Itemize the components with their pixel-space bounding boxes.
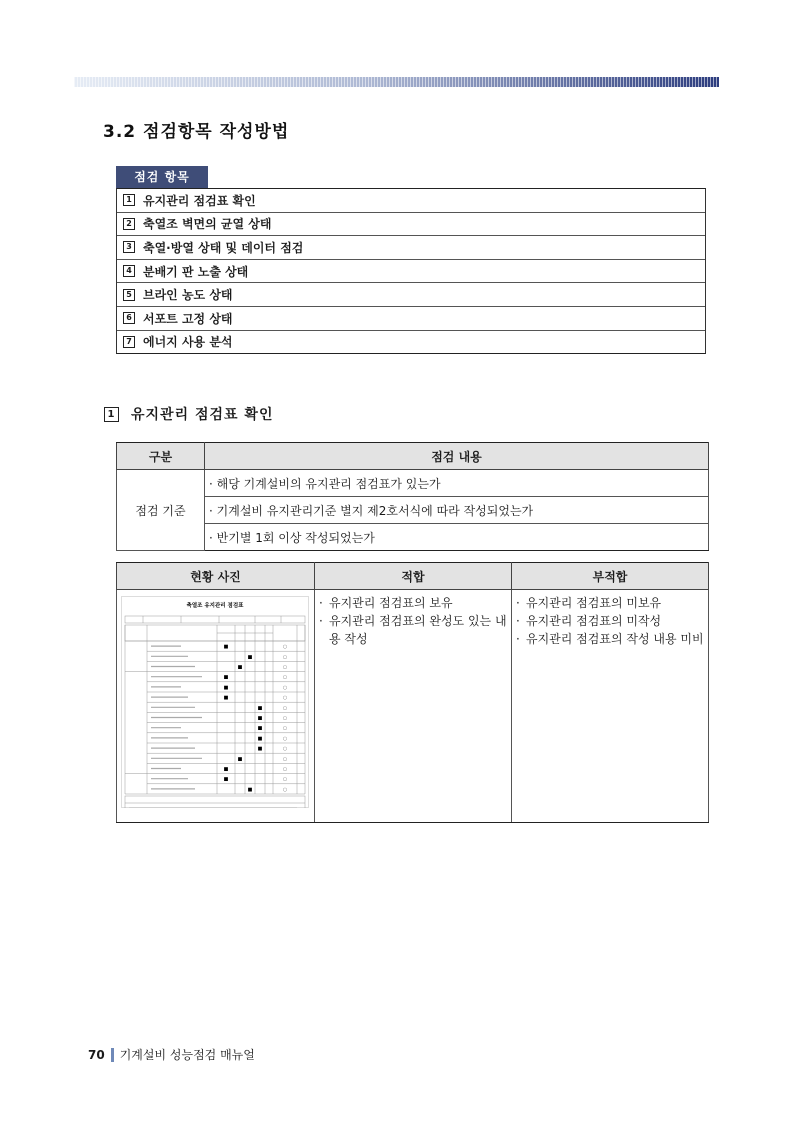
footer-divider	[111, 1048, 114, 1062]
criteria-line: · 해당 기계설비의 유지관리 점검표가 있는가	[205, 470, 709, 497]
criteria-row-label: 점검 기준	[117, 470, 205, 551]
checklist-thumbnail	[121, 596, 309, 808]
criteria-col-content: 점검 내용	[205, 443, 709, 470]
thumbnail-circle: ○	[282, 756, 288, 763]
item-number: 2	[123, 218, 135, 230]
subsection-title	[104, 404, 273, 424]
list-item: · 유지관리 점검표의 보유	[319, 596, 453, 610]
item-label: 서포트 고정 상태	[143, 311, 233, 326]
inspection-items-list	[116, 188, 706, 354]
thumbnail-mark: ■	[257, 725, 263, 732]
list-item	[117, 236, 705, 260]
item-number: 4	[123, 265, 135, 277]
thumbnail-circle: ○	[282, 725, 288, 732]
criteria-col-category: 구분	[117, 443, 205, 470]
section-title: 3.2 점검항목 작성방법	[103, 122, 290, 142]
thumbnail-circle: ○	[282, 674, 288, 681]
page-footer	[88, 1046, 255, 1063]
list-item: · 유지관리 점검표의 미보유	[516, 596, 662, 610]
thumbnail-mark: ■	[223, 766, 229, 773]
thumbnail-mark: ■	[223, 644, 229, 651]
item-number: 1	[123, 194, 135, 206]
result-col-ok: 적합	[315, 563, 512, 590]
page-number: 70	[88, 1047, 105, 1062]
item-number: 6	[123, 312, 135, 324]
item-number: 5	[123, 289, 135, 301]
thumbnail-mark: ■	[247, 786, 253, 793]
thumbnail-circle: ○	[282, 705, 288, 712]
subsection-label: 유지관리 점검표 확인	[131, 407, 274, 423]
table-row	[117, 470, 709, 497]
thumbnail-mark: ■	[237, 664, 243, 671]
criteria-line: · 기계설비 유지관리기준 별지 제2호서식에 따라 작성되었는가	[205, 497, 709, 524]
thumbnail-circle: ○	[282, 766, 288, 773]
result-table	[116, 562, 709, 823]
thumbnail-circle: ○	[282, 786, 288, 793]
ok-cell	[315, 590, 512, 823]
subsection-number: 1	[104, 407, 119, 422]
list-item	[117, 307, 705, 331]
item-label: 에너지 사용 분석	[143, 335, 233, 350]
thumbnail-mark: ■	[257, 715, 263, 722]
status-photo-cell	[117, 590, 315, 823]
thumbnail-mark: ■	[237, 756, 243, 763]
list-item	[117, 213, 705, 237]
thumbnail-circle: ○	[282, 695, 288, 702]
thumbnail-circle: ○	[282, 664, 288, 671]
list-item	[117, 260, 705, 284]
thumbnail-circle: ○	[282, 735, 288, 742]
thumbnail-circle: ○	[282, 684, 288, 691]
list-item	[117, 283, 705, 307]
list-item: · 유지관리 점검표의 작성 내용 미비	[516, 632, 704, 646]
thumbnail-circle: ○	[282, 644, 288, 651]
thumbnail-title: 축열조 유지관리 점검표	[186, 603, 244, 609]
item-label: 유지관리 점검표 확인	[143, 193, 256, 208]
items-header: 점검 항목	[116, 166, 208, 188]
thumbnail-circle: ○	[282, 715, 288, 722]
footer-title: 기계설비 성능점검 매뉴얼	[119, 1048, 255, 1062]
criteria-table	[116, 442, 709, 551]
thumbnail-circle: ○	[282, 776, 288, 783]
thumbnail-mark: ■	[223, 695, 229, 702]
thumbnail-circle: ○	[282, 654, 288, 661]
item-label: 분배기 판 노출 상태	[143, 264, 249, 279]
list-item: · 유지관리 점검표의 완성도 있는 내용 작성	[319, 614, 507, 646]
thumbnail-mark: ■	[223, 684, 229, 691]
thumbnail-mark: ■	[223, 776, 229, 783]
thumbnail-mark: ■	[247, 654, 253, 661]
table-row	[117, 524, 709, 551]
criteria-line: · 반기별 1회 이상 작성되었는가	[205, 524, 709, 551]
list-item: · 유지관리 점검표의 미작성	[516, 614, 662, 628]
item-number: 7	[123, 336, 135, 348]
item-label: 축열조 벽면의 균열 상태	[143, 217, 272, 232]
thumbnail-mark: ■	[257, 705, 263, 712]
thumbnail-mark: ■	[257, 746, 263, 753]
item-label: 브라인 농도 상태	[143, 288, 233, 303]
thumbnail-circle: ○	[282, 746, 288, 753]
result-col-ng: 부적합	[512, 563, 709, 590]
item-number: 3	[123, 241, 135, 253]
item-label: 축열·방열 상태 및 데이터 점검	[143, 240, 304, 255]
table-row	[117, 590, 709, 823]
list-item	[117, 331, 705, 354]
thumbnail-mark: ■	[257, 735, 263, 742]
thumbnail-mark: ■	[223, 674, 229, 681]
list-item	[117, 189, 705, 213]
result-col-photo: 현황 사진	[117, 563, 315, 590]
ng-cell	[512, 590, 709, 823]
header-decoration-bar	[74, 77, 719, 87]
table-row	[117, 497, 709, 524]
